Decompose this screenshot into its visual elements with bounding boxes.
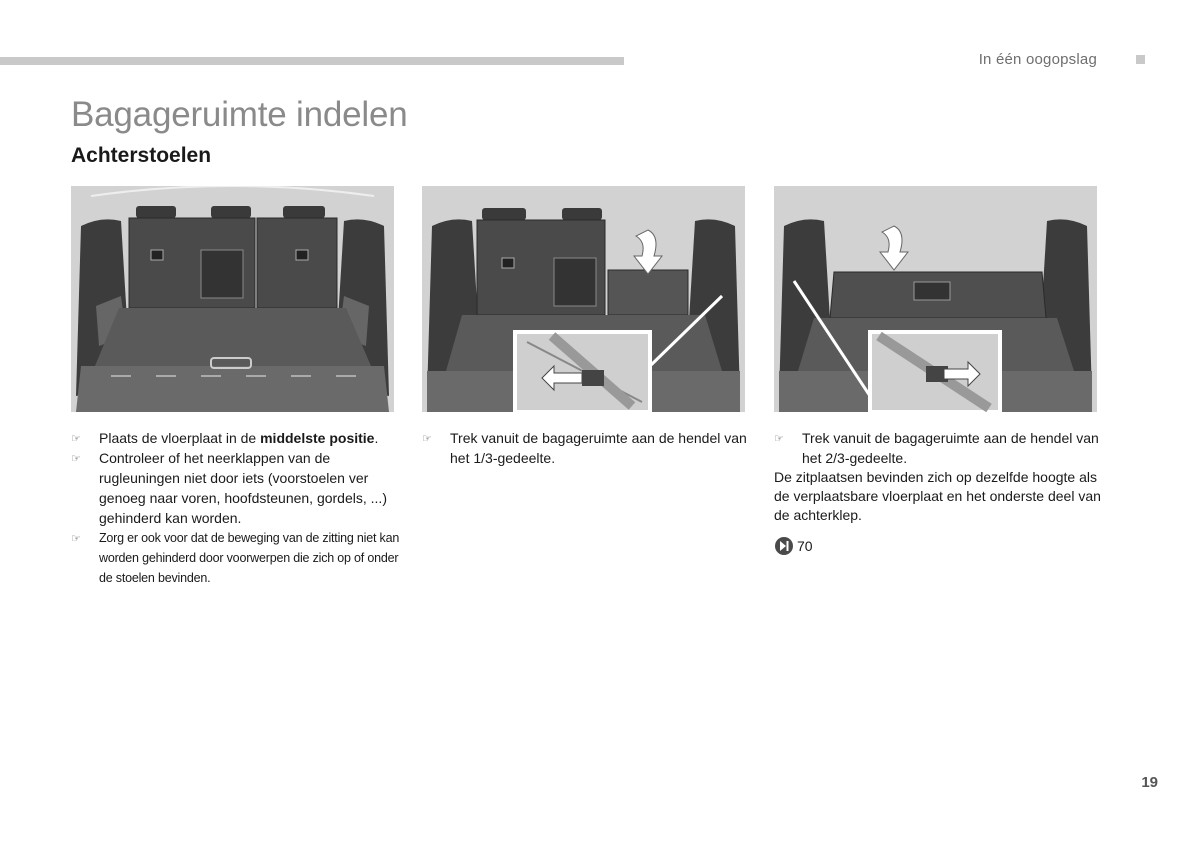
header-rule <box>0 57 624 65</box>
instruction-bullet: ☞ Trek vanuit de bagageruimte aan de hendel van het 1/3-gedeelte. <box>422 430 747 466</box>
pointing-hand-icon: ☞ <box>71 533 81 545</box>
column-2 <box>422 428 752 468</box>
instruction-bullet: ☞ Zorg er ook voor dat de beweging van de zitting niet kan worden gehinderd door voorwerpen die zich op of onder de stoelen bevinden. <box>71 531 400 585</box>
page-reference-number: 70 <box>797 538 813 554</box>
pointing-hand-icon: ☞ <box>774 433 784 445</box>
page-reference-icon <box>775 537 793 555</box>
pointing-hand-icon: ☞ <box>422 433 432 445</box>
section-marker <box>1136 55 1145 64</box>
column-3 <box>774 428 1104 555</box>
page-number: 19 <box>1141 774 1158 791</box>
emphasis: middelste positie <box>260 430 375 446</box>
instruction-bullet: ☞ Plaats de vloerplaat in de middelste positie. <box>71 428 401 448</box>
pointing-hand-icon: ☞ <box>71 453 81 465</box>
instruction-bullet: ☞ Trek vanuit de bagageruimte aan de hendel van het 2/3-gedeelte. <box>774 430 1099 466</box>
illustration-fold-two-thirds <box>774 186 1097 412</box>
illustration-boot-seats-upright <box>71 186 394 412</box>
page-title: Bagageruimte indelen <box>71 95 408 134</box>
pointing-hand-icon: ☞ <box>71 433 81 445</box>
info-paragraph: De zitplaatsen bevinden zich op dezelfde hoogte als de verplaatsbare vloerplaat en het onderste deel van de achterklep. <box>774 469 1101 523</box>
instruction-bullet: ☞ Controleer of het neerklappen van de rugleuningen niet door iets (voorstoelen ver genoeg naar voren, hoofdsteunen, gordels, ...) gehinderd kan worden. <box>71 450 387 526</box>
illustration-fold-one-third <box>422 186 745 412</box>
page-reference[interactable] <box>774 537 1104 555</box>
column-1 <box>71 428 401 588</box>
page-subtitle: Achterstoelen <box>71 144 212 167</box>
section-label: In één oogopslag <box>978 51 1097 68</box>
